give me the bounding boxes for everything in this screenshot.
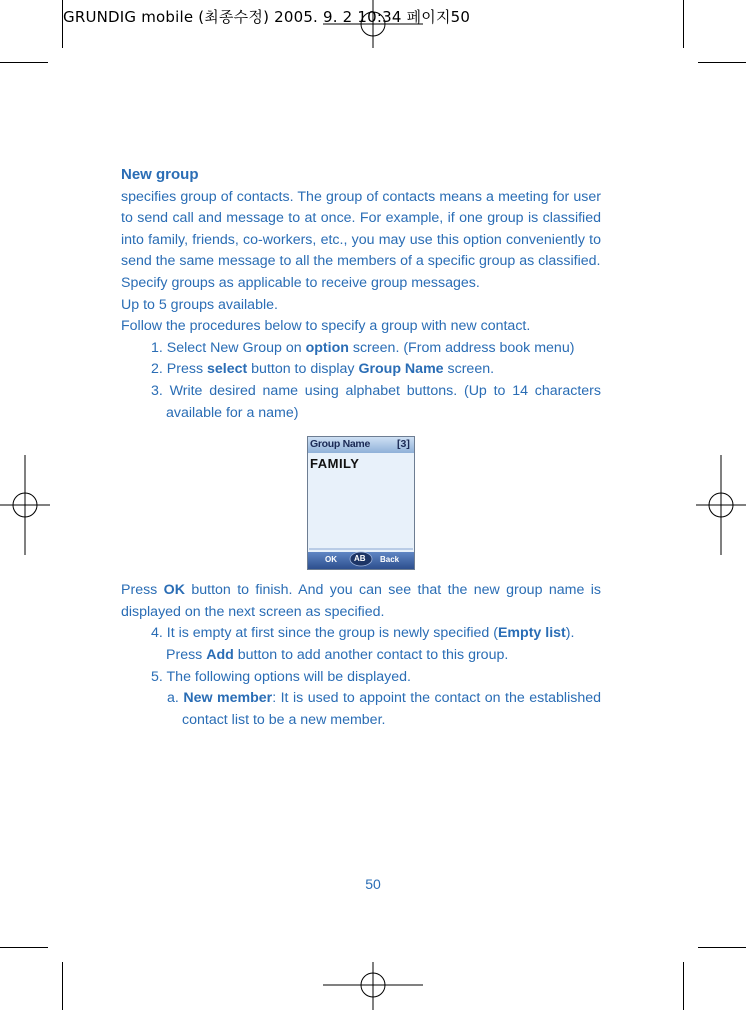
crop-mark bbox=[683, 962, 684, 1010]
crop-mark bbox=[62, 962, 63, 1010]
content-area bbox=[121, 164, 601, 731]
finish-paragraph: Press OK button to finish. And you can see that the new group name is displayed on the next screen as specified. bbox=[121, 582, 601, 620]
step-4-continued: Press Add button to add another contact to this group. bbox=[166, 646, 509, 663]
softkey-ab: AB bbox=[354, 554, 366, 564]
softkey-back: Back bbox=[380, 555, 400, 565]
phone-screen-title: Group Name bbox=[310, 438, 371, 451]
registration-mark-right bbox=[696, 455, 746, 555]
phone-screen bbox=[307, 436, 415, 570]
intro-paragraph: specifies group of contacts. The group of contacts means a meeting for user to send call and message to at once. For example, if one group is classified into family, friends, co-workers, etc., you may use this option conveniently to send the same message to all the members of a specific group as classified. bbox=[121, 188, 601, 270]
registration-mark-bottom bbox=[323, 960, 423, 1010]
phone-screen-count: [3] bbox=[397, 438, 410, 451]
registration-mark-left bbox=[0, 455, 50, 555]
crop-mark bbox=[698, 62, 746, 63]
limit-line: Up to 5 groups available. bbox=[121, 296, 278, 313]
step-2: 2. Press select button to display Group Name screen. bbox=[151, 361, 495, 378]
specify-line: Specify groups as applicable to receive group messages. bbox=[121, 274, 480, 291]
crop-mark bbox=[698, 947, 746, 948]
step-5: 5. The following options will be displayed. bbox=[151, 668, 411, 685]
option-a: a. New member: It is used to appoint the contact on the established contact list to be a new member. bbox=[167, 690, 601, 728]
crop-mark bbox=[0, 62, 48, 63]
phone-screen-entry: FAMILY bbox=[310, 456, 360, 472]
step-3: 3. Write desired name using alphabet buttons. (Up to 14 characters available for a name) bbox=[151, 382, 601, 421]
crop-mark bbox=[683, 0, 684, 48]
procedure-line: Follow the procedures below to specify a group with new contact. bbox=[121, 318, 531, 335]
print-header: GRUNDIG mobile (최종수정) 2005. 9. 2 10:34 페이지50 bbox=[63, 8, 471, 26]
step-1: 1. Select New Group on option screen. (From address book menu) bbox=[151, 339, 575, 356]
crop-mark bbox=[0, 947, 48, 948]
softkey-ok: OK bbox=[325, 555, 337, 565]
section-title: New group bbox=[121, 166, 199, 183]
step-4: 4. It is empty at first since the group is newly specified (Empty list). bbox=[151, 625, 575, 642]
page-number: 50 bbox=[365, 876, 381, 892]
